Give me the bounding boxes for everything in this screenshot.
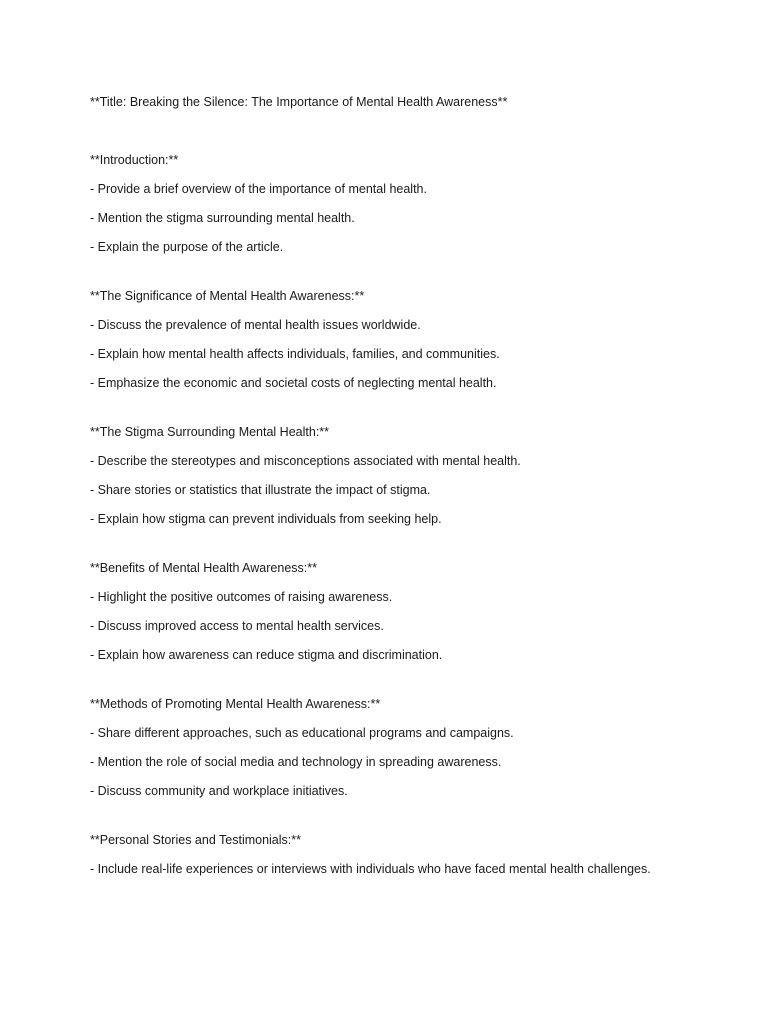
section-introduction: [90, 150, 730, 257]
bullet-list: [90, 587, 730, 665]
document-title: **Title: Breaking the Silence: The Importance of Mental Health Awareness**: [90, 95, 508, 109]
bullet-list: [90, 179, 730, 257]
section-methods: [90, 694, 730, 801]
bullet-item: - Explain how mental health affects individuals, families, and communities.: [90, 347, 500, 361]
bullet-list: [90, 451, 730, 529]
section-heading: **Personal Stories and Testimonials:**: [90, 833, 301, 847]
bullet-item: - Explain how awareness can reduce stigma and discrimination.: [90, 648, 443, 662]
bullet-item: - Discuss community and workplace initiatives.: [90, 784, 348, 798]
section-heading: **Benefits of Mental Health Awareness:**: [90, 561, 317, 575]
section-heading: **Methods of Promoting Mental Health Awareness:**: [90, 697, 381, 711]
bullet-item: - Describe the stereotypes and misconceptions associated with mental health.: [90, 454, 521, 468]
bullet-list: [90, 859, 730, 879]
bullet-item: - Explain how stigma can prevent individuals from seeking help.: [90, 512, 442, 526]
section-significance: [90, 286, 730, 393]
section-personal-stories: [90, 830, 730, 879]
section-heading: **The Stigma Surrounding Mental Health:**: [90, 425, 330, 439]
bullet-item: - Highlight the positive outcomes of raising awareness.: [90, 590, 393, 604]
bullet-item: - Mention the stigma surrounding mental health.: [90, 211, 355, 225]
section-benefits: [90, 558, 730, 665]
bullet-list: [90, 723, 730, 801]
bullet-item: - Discuss improved access to mental health services.: [90, 619, 384, 633]
section-heading: **Introduction:**: [90, 153, 179, 167]
bullet-item: - Share stories or statistics that illustrate the impact of stigma.: [90, 483, 431, 497]
bullet-item: - Mention the role of social media and technology in spreading awareness.: [90, 755, 502, 769]
bullet-item: - Include real-life experiences or interviews with individuals who have faced mental health challenges.: [90, 862, 651, 876]
section-stigma: [90, 422, 730, 529]
document-content: [90, 92, 730, 908]
section-heading: **The Significance of Mental Health Awareness:**: [90, 289, 365, 303]
bullet-item: - Share different approaches, such as educational programs and campaigns.: [90, 726, 514, 740]
bullet-item: - Discuss the prevalence of mental health issues worldwide.: [90, 318, 421, 332]
bullet-list: [90, 315, 730, 393]
bullet-item: - Provide a brief overview of the importance of mental health.: [90, 182, 427, 196]
bullet-item: - Emphasize the economic and societal costs of neglecting mental health.: [90, 376, 497, 390]
bullet-item: - Explain the purpose of the article.: [90, 240, 284, 254]
